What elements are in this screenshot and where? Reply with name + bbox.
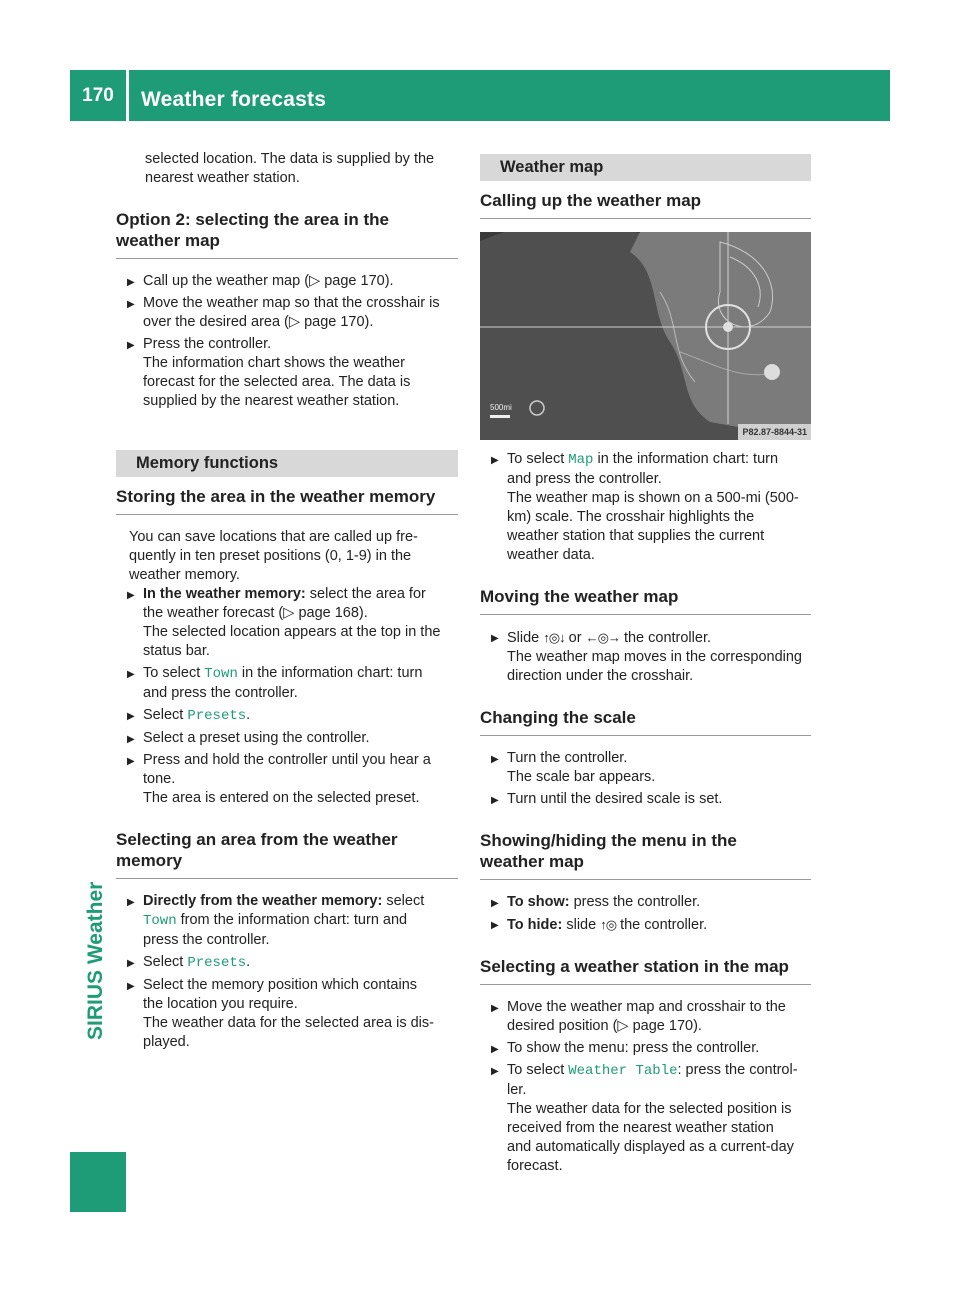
- figure-code: P82.87-8844-31: [738, 424, 811, 440]
- heading-option2: Option 2: selecting the area in the weather map: [116, 209, 458, 259]
- menu-item-weather-table: Weather Table: [568, 1063, 678, 1079]
- side-chapter-label: SIRIUS Weather: [84, 881, 107, 1040]
- map-scale-label: 500mi: [490, 403, 512, 412]
- page-ref-icon: ▷: [617, 1018, 629, 1034]
- menu-item-presets: Presets: [187, 708, 247, 724]
- list-item: ▶ Directly from the weather memory: select Town from the information chart: turn and press the controller.: [116, 892, 458, 950]
- heading-select-station: Selecting a weather station in the map: [480, 956, 811, 985]
- menu-item-town: Town: [143, 913, 177, 929]
- heading-moving-map: Moving the weather map: [480, 586, 811, 615]
- list-item: ▶ Press and hold the controller until you hear a tone. The area is entered on the selected preset.: [116, 751, 458, 808]
- list-item: ▶ Select Presets.: [116, 953, 458, 973]
- page-title: Weather forecasts: [141, 88, 327, 111]
- list-item: ▶ Select Presets.: [116, 706, 458, 726]
- heading-storing-area: Storing the area in the weather memory: [116, 486, 458, 515]
- list-item: ▶ Select the memory position which contains the location you require. The weather data for the selected area is dis- played.: [116, 976, 458, 1052]
- page-ref-icon: ▷: [309, 273, 321, 289]
- menu-item-town: Town: [204, 666, 238, 682]
- list-item: ▶ Move the weather map so that the crosshair is over the desired area (▷ page 170).: [116, 294, 458, 332]
- page-ref-icon: ▷: [288, 314, 301, 330]
- page-ref-icon: ▷: [283, 605, 295, 621]
- side-block: [70, 1152, 126, 1212]
- list-item: ▶ To select Weather Table: press the control- ler. The weather data for the selected position is received from the nearest weather station and automatically displayed as a current-day forecast.: [480, 1061, 811, 1176]
- controller-up-down-icon: ↑◎↓: [543, 630, 565, 645]
- list-item: ▶ Move the weather map and crosshair to the desired position (▷ page 170).: [480, 998, 811, 1036]
- weather-map-screenshot: [480, 232, 811, 440]
- left-column: [116, 150, 458, 1055]
- list-item: ▶ To hide: slide ↑◎ the controller.: [480, 915, 811, 935]
- heading-show-hide-menu: Showing/hiding the menu in the weather map: [480, 830, 811, 880]
- memory-intro: You can save locations that are called up fre- quently in ten preset positions (0, 1-9) in the weather memory.: [129, 529, 418, 583]
- heading-select-area: Selecting an area from the weather memory: [116, 829, 458, 879]
- list-item: ▶ To show the menu: press the controller.: [480, 1039, 811, 1058]
- controller-up-icon: ↑◎: [600, 917, 617, 932]
- heading-changing-scale: Changing the scale: [480, 707, 811, 736]
- page-number: 170: [82, 85, 114, 106]
- right-column: [480, 154, 811, 1179]
- intro-text: selected location. The data is supplied by the nearest weather station.: [145, 151, 435, 186]
- list-item: ▶ Select a preset using the controller.: [116, 729, 458, 748]
- list-item: ▶ Press the controller. The information chart shows the weather forecast for the selected area. The data is supplied by the nearest weather station.: [116, 335, 458, 411]
- header-divider: [126, 70, 129, 121]
- heading-calling-up-map: Calling up the weather map: [480, 190, 811, 219]
- weather-map-illustration: [480, 232, 811, 440]
- list-item: ▶ To select Map in the information chart: turn and press the controller. The weather map is shown on a 500-mi (500- km) scale. The crosshair highlights the weather station that supplies the current weather data.: [480, 450, 811, 565]
- list-item: ▶ Turn the controller. The scale bar appears.: [480, 749, 811, 787]
- menu-item-map: Map: [568, 452, 594, 468]
- list-item: ▶ In the weather memory: select the area for the weather forecast (▷ page 168). The selected location appears at the top in the status bar.: [116, 585, 458, 661]
- list-item: ▶ Turn until the desired scale is set.: [480, 790, 811, 809]
- list-item: ▶ Slide ↑◎↓ or ←◎→ the controller. The weather map moves in the corresponding direction under the crosshair.: [480, 628, 811, 686]
- list-item: ▶ To show: press the controller.: [480, 893, 811, 912]
- list-item: ▶ Call up the weather map (▷ page 170).: [116, 272, 458, 291]
- controller-left-right-icon: ←◎→: [585, 630, 620, 645]
- list-item: ▶ To select Town in the information chart: turn and press the controller.: [116, 664, 458, 703]
- section-memory-functions: Memory functions: [116, 450, 458, 477]
- menu-item-presets: Presets: [187, 955, 247, 971]
- section-weather-map: Weather map: [480, 154, 811, 181]
